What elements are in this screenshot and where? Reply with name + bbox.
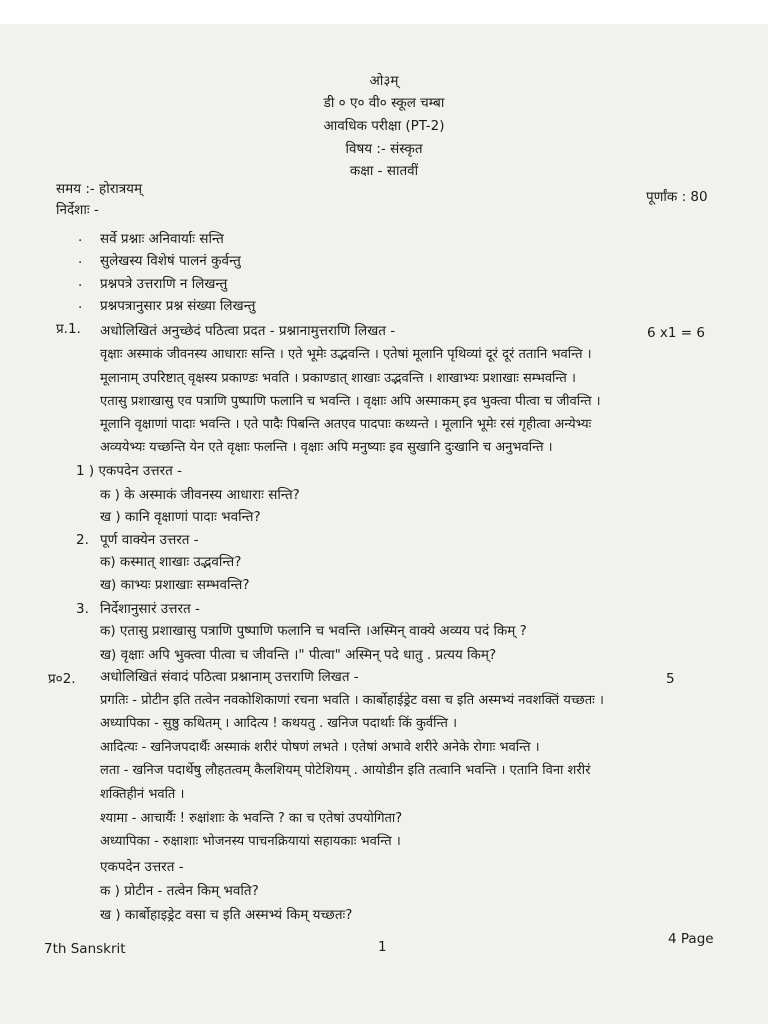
om-heading: ओ३म् bbox=[369, 73, 399, 89]
q1-sub1-b: ख ) कानि वृक्षाणां पादाः भवन्ति? bbox=[100, 509, 261, 525]
instruction-item: सुलेखस्य विशेषं पालनं कुर्वन्तु bbox=[100, 253, 241, 269]
q2-sub-b: ख ) कार्बोहाइड्रेट वसा च इति अस्मभ्यं किम् यच्छतः? bbox=[100, 907, 353, 923]
q1-sub1-title: 1 ) एकपदेन उत्तरत - bbox=[76, 463, 182, 479]
q1-sub3-title: निर्देशानुसारं उत्तरत - bbox=[100, 601, 200, 617]
instruction-item: प्रश्नपत्रानुसार प्रश्न संख्या लिखन्तु bbox=[100, 298, 256, 314]
bullet: . bbox=[78, 251, 83, 267]
exam-title: आवधिक परीक्षा (PT-2) bbox=[323, 118, 445, 134]
q2-number: प्र०2. bbox=[48, 671, 76, 687]
q1-number: प्र.1. bbox=[56, 321, 81, 337]
time-label: समय :- होरात्रयम् bbox=[56, 181, 143, 197]
dialogue-line: श्यामा - आचार्यैः ! रुक्षांशाः के भवन्ति ? का च एतेषां उपयोगिता? bbox=[100, 811, 403, 826]
passage-line: अव्ययेभ्यः यच्छन्ति येन एते वृक्षाः फलन्ति । वृक्षाः अपि मनुष्याः इव सुखानि दुःखानि च अनुभवन्ति । bbox=[100, 440, 553, 455]
dialogue-line: शक्तिहीनं भवति । bbox=[100, 787, 185, 802]
passage-line: मूलानाम् उपरिष्टात् वृक्षस्य प्रकाण्डः भवति । प्रकाण्डात् शाखाः उद्भवन्ति । शाखाभ्यः प्रशाखाः सम्भवन्ति । bbox=[100, 371, 576, 386]
passage-line: मूलानि वृक्षाणां पादाः भवन्ति । एते पादैः पिबन्ति अतएव पादपाः कथ्यन्ते । मूलानि भूमेः रसं गृहीत्वा अन्येभ्यः bbox=[100, 417, 592, 432]
bullet: . bbox=[78, 274, 83, 290]
q1-sub2-b: ख) काभ्यः प्रशाखाः सम्भवन्ति? bbox=[100, 577, 250, 593]
dialogue-line: अध्यापिका - सुष्ठु कथितम् । आदित्य ! कथयतु . खनिज पदार्थाः किं कुर्वन्ति । bbox=[100, 716, 457, 731]
dialogue-line: प्रगतिः - प्रोटीन इति तत्वेन नवकोशिकाणां रचना भवति । कार्बोहाईड्रेट वसा च इति अस्मभ्यं नवशक्तिं यच्छतः । bbox=[100, 693, 604, 708]
max-marks: पूर्णांक : 80 bbox=[646, 189, 708, 205]
q1-sub3-a: क) एतासु प्रशाखासु पत्राणि पुष्पाणि फलानि च भवन्ति ।अस्मिन् वाक्ये अव्यय पदं किम् ? bbox=[100, 623, 527, 639]
q1-sub2-title: पूर्ण वाक्येन उत्तरत - bbox=[100, 532, 199, 548]
footer-page-number: 1 bbox=[378, 939, 387, 955]
q1-sub1-a: क ) के अस्माकं जीवनस्य आधाराः सन्ति? bbox=[100, 487, 300, 503]
q2-sub-a: क ) प्रोटीन - तत्वेन किम् भवति? bbox=[100, 883, 259, 899]
dialogue-line: आदित्यः - खनिजपदार्थैः अस्माकं शरीरं पोषणं लभते । एतेषां अभावे शरीरे अनेके रोगाः भवन्ति । bbox=[100, 740, 540, 755]
q1-sub3-b: ख) वृक्षाः अपि भुक्त्वा पीत्वा च जीवन्ति ।" पीत्वा" अस्मिन् पदे धातु . प्रत्यय किम्? bbox=[100, 647, 497, 663]
passage-line: वृक्षाः अस्माकं जीवनस्य आधाराः सन्ति । एते भूमेः उद्भवन्ति । एतेषां मूलानि पृथिव्यां दूरं दूरं ततानि भवन्ति । bbox=[100, 347, 592, 362]
instructions-title: निर्देशाः - bbox=[56, 202, 99, 218]
instruction-item: सर्वे प्रश्नाः अनिवार्याः सन्ति bbox=[100, 231, 224, 247]
q2-sub-title: एकपदेन उत्तरत - bbox=[100, 859, 184, 875]
dialogue-line: अध्यापिका - रुक्षाशाः भोजनस्य पाचनक्रियायां सहायकाः भवन्ति । bbox=[100, 834, 401, 849]
class-label: कक्षा - सातवीं bbox=[349, 163, 419, 179]
q2-title: अधोलिखितं संवादं पठित्वा प्रश्नानाम् उत्तराणि लिखत - bbox=[100, 669, 359, 685]
passage-line: एतासु प्रशाखासु एव पत्राणि पुष्पाणि फलानि च भवन्ति । वृक्षाः अपि अस्माकम् इव भुक्त्वा पीत्वा च जीवन्ति । bbox=[100, 394, 601, 409]
school-name: डी ० ए० वी० स्कूल चम्बा bbox=[323, 95, 445, 111]
bullet: . bbox=[78, 296, 83, 312]
footer-page-count: 4 Page bbox=[668, 931, 714, 947]
q1-sub2-number: 2. bbox=[76, 532, 89, 548]
q2-marks: 5 bbox=[666, 671, 675, 687]
top-band bbox=[0, 0, 768, 24]
bullet: . bbox=[78, 229, 83, 245]
instruction-item: प्रश्नपत्रे उत्तराणि न लिखन्तु bbox=[100, 276, 228, 292]
footer-class: 7th Sanskrit bbox=[44, 941, 126, 957]
subject: विषय :- संस्कृत bbox=[345, 141, 423, 157]
q1-sub2-a: क) कस्मात् शाखाः उद्भवन्ति? bbox=[100, 554, 242, 570]
q1-title: अधोलिखितं अनुच्छेदं पठित्वा प्रदत - प्रश्नानामुत्तराणि लिखत - bbox=[100, 323, 396, 339]
dialogue-line: लता - खनिज पदार्थेषु लौहतत्वम् कैलशियम् पोटेशियम् . आयोडीन इति तत्वानि भवन्ति । एतानि विना शरीरं bbox=[100, 763, 591, 778]
q1-sub3-number: 3. bbox=[76, 601, 89, 617]
q1-marks: 6 x1 = 6 bbox=[647, 325, 705, 341]
